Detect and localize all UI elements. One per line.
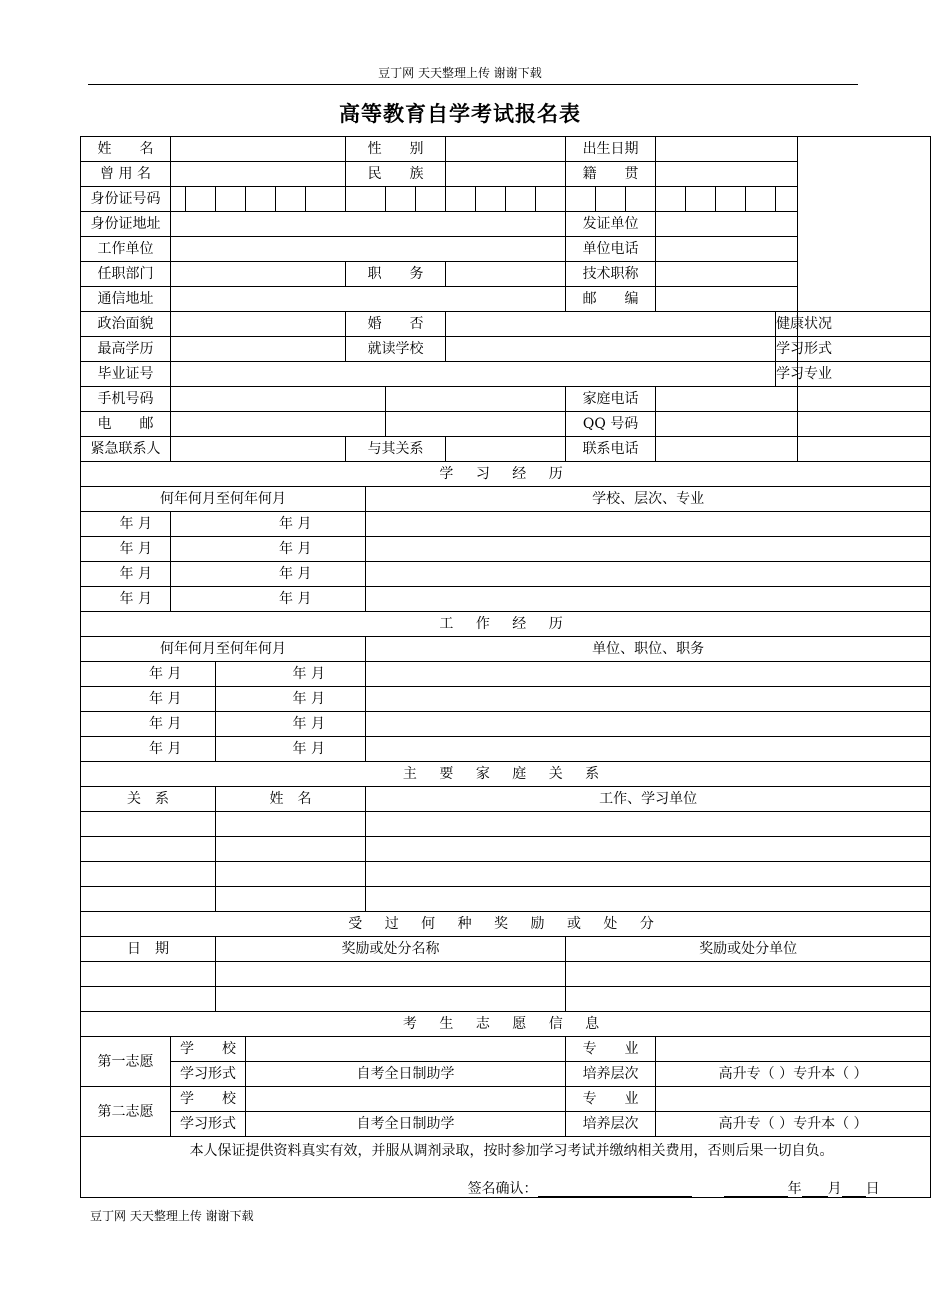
- sign-month-label: 月: [827, 1181, 842, 1197]
- work-to[interactable]: 年 月: [216, 712, 366, 737]
- label-marital: 婚 否: [346, 312, 446, 337]
- sign-day-line[interactable]: [842, 1182, 866, 1197]
- field-school[interactable]: [446, 337, 776, 362]
- family-unit[interactable]: [366, 887, 931, 912]
- second-form-value: 自考全日制助学: [246, 1112, 566, 1137]
- page-footer: 豆丁网 天天整理上传 谢谢下载: [90, 1209, 254, 1223]
- work-to[interactable]: 年 月: [216, 687, 366, 712]
- label-school: 就读学校: [346, 337, 446, 362]
- pledge-text: 本人保证提供资料真实有效，并服从调剂录取，按时参加学习考试并缴纳相关费用，否则后果一切自负。: [189, 1143, 834, 1159]
- second-level-label: 培养层次: [566, 1112, 656, 1137]
- work-from[interactable]: 年 月: [81, 687, 216, 712]
- field-birth[interactable]: [656, 137, 798, 162]
- field-tech-title[interactable]: [656, 262, 798, 287]
- page-title: 高等教育自学考试报名表: [339, 102, 581, 126]
- label-tech-title: 技术职称: [566, 262, 656, 287]
- label-department: 任职部门: [81, 262, 171, 287]
- field-relation[interactable]: [446, 437, 566, 462]
- first-level-value[interactable]: 高升专（ ）专升本（ ）: [656, 1062, 931, 1087]
- label-id-number: 身份证号码: [81, 187, 171, 212]
- field-mobile-2[interactable]: [386, 387, 566, 412]
- work-detail[interactable]: [366, 737, 931, 762]
- sign-year-line[interactable]: [724, 1182, 788, 1197]
- field-political[interactable]: [171, 312, 346, 337]
- study-detail[interactable]: [366, 512, 931, 537]
- work-from[interactable]: 年 月: [81, 662, 216, 687]
- label-relation: 与其关系: [346, 437, 446, 462]
- label-issuer: 发证单位: [566, 212, 656, 237]
- label-ethnicity: 民 族: [346, 162, 446, 187]
- label-former-name: 曾 用 名: [81, 162, 171, 187]
- first-school-label: 学 校: [171, 1037, 246, 1062]
- study-detail[interactable]: [366, 537, 931, 562]
- label-contact-phone: 联系电话: [566, 437, 656, 462]
- id-digit-cell[interactable]: [186, 187, 216, 212]
- field-contact-phone[interactable]: [656, 437, 798, 462]
- id-digit-cell[interactable]: [446, 187, 476, 212]
- id-digit-cell[interactable]: [386, 187, 416, 212]
- field-former-name[interactable]: [171, 162, 346, 187]
- label-home-phone: 家庭电话: [566, 387, 656, 412]
- field-id-address[interactable]: [171, 212, 566, 237]
- field-issuer[interactable]: [656, 212, 798, 237]
- second-major-label: 专 业: [566, 1087, 656, 1112]
- study-from[interactable]: 年 月: [81, 537, 171, 562]
- family-name[interactable]: [216, 887, 366, 912]
- id-digit-cell[interactable]: [476, 187, 506, 212]
- family-name[interactable]: [216, 812, 366, 837]
- sign-month-line[interactable]: [802, 1182, 828, 1197]
- id-digit-cell[interactable]: [656, 187, 686, 212]
- id-digit-cell[interactable]: [306, 187, 346, 212]
- label-birth: 出生日期: [566, 137, 656, 162]
- awards-col-unit: 奖励或处分单位: [566, 937, 931, 962]
- field-native[interactable]: [656, 162, 798, 187]
- second-school-label: 学 校: [171, 1087, 246, 1112]
- label-position: 职 务: [346, 262, 446, 287]
- work-from[interactable]: 年 月: [81, 737, 216, 762]
- pledge-box: [81, 1137, 931, 1198]
- family-relation[interactable]: [81, 862, 216, 887]
- family-unit[interactable]: [366, 862, 931, 887]
- field-marital[interactable]: [446, 312, 776, 337]
- signature-line[interactable]: [538, 1182, 692, 1197]
- header-divider: [88, 84, 858, 85]
- award-unit[interactable]: [566, 987, 931, 1012]
- id-digit-cell[interactable]: [716, 187, 746, 212]
- label-health: 健康状况: [776, 312, 798, 337]
- study-col-detail: 学校、层次、专业: [366, 487, 931, 512]
- label-postcode: 邮 编: [566, 287, 656, 312]
- study-to[interactable]: 年 月: [171, 512, 366, 537]
- study-from[interactable]: 年 月: [81, 512, 171, 537]
- label-education: 最高学历: [81, 337, 171, 362]
- id-digit-cell[interactable]: [276, 187, 306, 212]
- id-digit-cell[interactable]: [346, 187, 386, 212]
- label-native: 籍 贯: [566, 162, 656, 187]
- work-detail[interactable]: [366, 687, 931, 712]
- label-id-address: 身份证地址: [81, 212, 171, 237]
- study-to[interactable]: 年 月: [171, 587, 366, 612]
- family-relation[interactable]: [81, 812, 216, 837]
- sign-year-label: 年: [787, 1181, 802, 1197]
- label-gender: 性 别: [346, 137, 446, 162]
- page-header: 豆丁网 天天整理上传 谢谢下载: [378, 66, 542, 80]
- id-digit-cell[interactable]: [746, 187, 776, 212]
- work-to[interactable]: 年 月: [216, 737, 366, 762]
- work-to[interactable]: 年 月: [216, 662, 366, 687]
- id-digit-cell[interactable]: [416, 187, 446, 212]
- study-to[interactable]: 年 月: [171, 562, 366, 587]
- field-qq[interactable]: [656, 412, 798, 437]
- work-col-detail: 单位、职位、职务: [366, 637, 931, 662]
- field-email-2[interactable]: [386, 412, 566, 437]
- field-email[interactable]: [171, 412, 386, 437]
- family-unit[interactable]: [366, 837, 931, 862]
- study-detail[interactable]: [366, 562, 931, 587]
- section-wishes: 考 生 志 愿 信 息: [81, 1012, 931, 1037]
- id-digit-cell[interactable]: [536, 187, 566, 212]
- study-from[interactable]: 年 月: [81, 562, 171, 587]
- field-home-phone[interactable]: [656, 387, 798, 412]
- family-col-unit: 工作、学习单位: [366, 787, 931, 812]
- label-name: 姓 名: [81, 137, 171, 162]
- field-address[interactable]: [171, 287, 566, 312]
- first-school-field[interactable]: [246, 1037, 566, 1062]
- family-unit[interactable]: [366, 812, 931, 837]
- family-name[interactable]: [216, 862, 366, 887]
- award-name[interactable]: [216, 962, 566, 987]
- second-wish-label: 第二志愿: [81, 1087, 171, 1137]
- awards-col-date: 日 期: [81, 937, 216, 962]
- family-relation[interactable]: [81, 887, 216, 912]
- field-work-unit[interactable]: [171, 237, 566, 262]
- id-digit-cell[interactable]: [171, 187, 186, 212]
- field-extra[interactable]: [798, 437, 931, 462]
- work-detail[interactable]: [366, 712, 931, 737]
- first-form-label: 学习形式: [171, 1062, 246, 1087]
- family-relation[interactable]: [81, 837, 216, 862]
- field-unit-phone[interactable]: [656, 237, 798, 262]
- first-level-label: 培养层次: [566, 1062, 656, 1087]
- id-digit-cell[interactable]: [566, 187, 596, 212]
- registration-form: [80, 136, 931, 1198]
- label-emergency: 紧急联系人: [81, 437, 171, 462]
- study-detail[interactable]: [366, 587, 931, 612]
- first-major-label: 专 业: [566, 1037, 656, 1062]
- id-digit-cell[interactable]: [216, 187, 246, 212]
- study-from[interactable]: 年 月: [81, 587, 171, 612]
- field-department[interactable]: [171, 262, 346, 287]
- label-diploma: 毕业证号: [81, 362, 171, 387]
- label-email: 电 邮: [81, 412, 171, 437]
- signature-row: [81, 1181, 930, 1197]
- work-col-period: 何年何月至何年何月: [81, 637, 366, 662]
- sign-day-label: 日: [865, 1181, 880, 1197]
- field-position[interactable]: [446, 262, 566, 287]
- awards-col-name: 奖励或处分名称: [216, 937, 566, 962]
- study-to[interactable]: 年 月: [171, 537, 366, 562]
- second-major-field[interactable]: [656, 1087, 931, 1112]
- field-postcode[interactable]: [656, 287, 798, 312]
- field-diploma[interactable]: [171, 362, 776, 387]
- field-gender[interactable]: [446, 137, 566, 162]
- label-unit-phone: 单位电话: [566, 237, 656, 262]
- label-mobile: 手机号码: [81, 387, 171, 412]
- label-qq: QQ 号码: [566, 412, 656, 437]
- award-name[interactable]: [216, 987, 566, 1012]
- id-digit-cell[interactable]: [686, 187, 716, 212]
- award-date[interactable]: [81, 987, 216, 1012]
- family-name[interactable]: [216, 837, 366, 862]
- field-extra[interactable]: [798, 412, 931, 437]
- first-form-value: 自考全日制助学: [246, 1062, 566, 1087]
- label-address: 通信地址: [81, 287, 171, 312]
- field-emergency[interactable]: [171, 437, 346, 462]
- section-awards: 受 过 何 种 奖 励 或 处 分: [81, 912, 931, 937]
- work-detail[interactable]: [366, 662, 931, 687]
- work-from[interactable]: 年 月: [81, 712, 216, 737]
- photo-box: [798, 137, 931, 312]
- field-mobile[interactable]: [171, 387, 386, 412]
- id-digit-cell[interactable]: [626, 187, 656, 212]
- field-name[interactable]: [171, 137, 346, 162]
- first-wish-label: 第一志愿: [81, 1037, 171, 1087]
- id-digit-cell[interactable]: [246, 187, 276, 212]
- label-study-form: 学习形式: [776, 337, 798, 362]
- award-unit[interactable]: [566, 962, 931, 987]
- field-education[interactable]: [171, 337, 346, 362]
- family-col-name: 姓 名: [216, 787, 366, 812]
- label-study-major: 学习专业: [776, 362, 798, 387]
- study-col-period: 何年何月至何年何月: [81, 487, 366, 512]
- second-form-label: 学习形式: [171, 1112, 246, 1137]
- section-family: 主 要 家 庭 关 系: [81, 762, 931, 787]
- family-col-relation: 关 系: [81, 787, 216, 812]
- section-study: 学 习 经 历: [81, 462, 931, 487]
- id-digit-cell[interactable]: [776, 187, 798, 212]
- award-date[interactable]: [81, 962, 216, 987]
- field-extra[interactable]: [798, 387, 931, 412]
- label-work-unit: 工作单位: [81, 237, 171, 262]
- id-digit-cell[interactable]: [596, 187, 626, 212]
- second-school-field[interactable]: [246, 1087, 566, 1112]
- id-digit-cell[interactable]: [506, 187, 536, 212]
- first-major-field[interactable]: [656, 1037, 931, 1062]
- second-level-value[interactable]: 高升专（ ）专升本（ ）: [656, 1112, 931, 1137]
- section-work: 工 作 经 历: [81, 612, 931, 637]
- label-political: 政治面貌: [81, 312, 171, 337]
- field-ethnicity[interactable]: [446, 162, 566, 187]
- signature-label: 签名确认：: [467, 1181, 538, 1197]
